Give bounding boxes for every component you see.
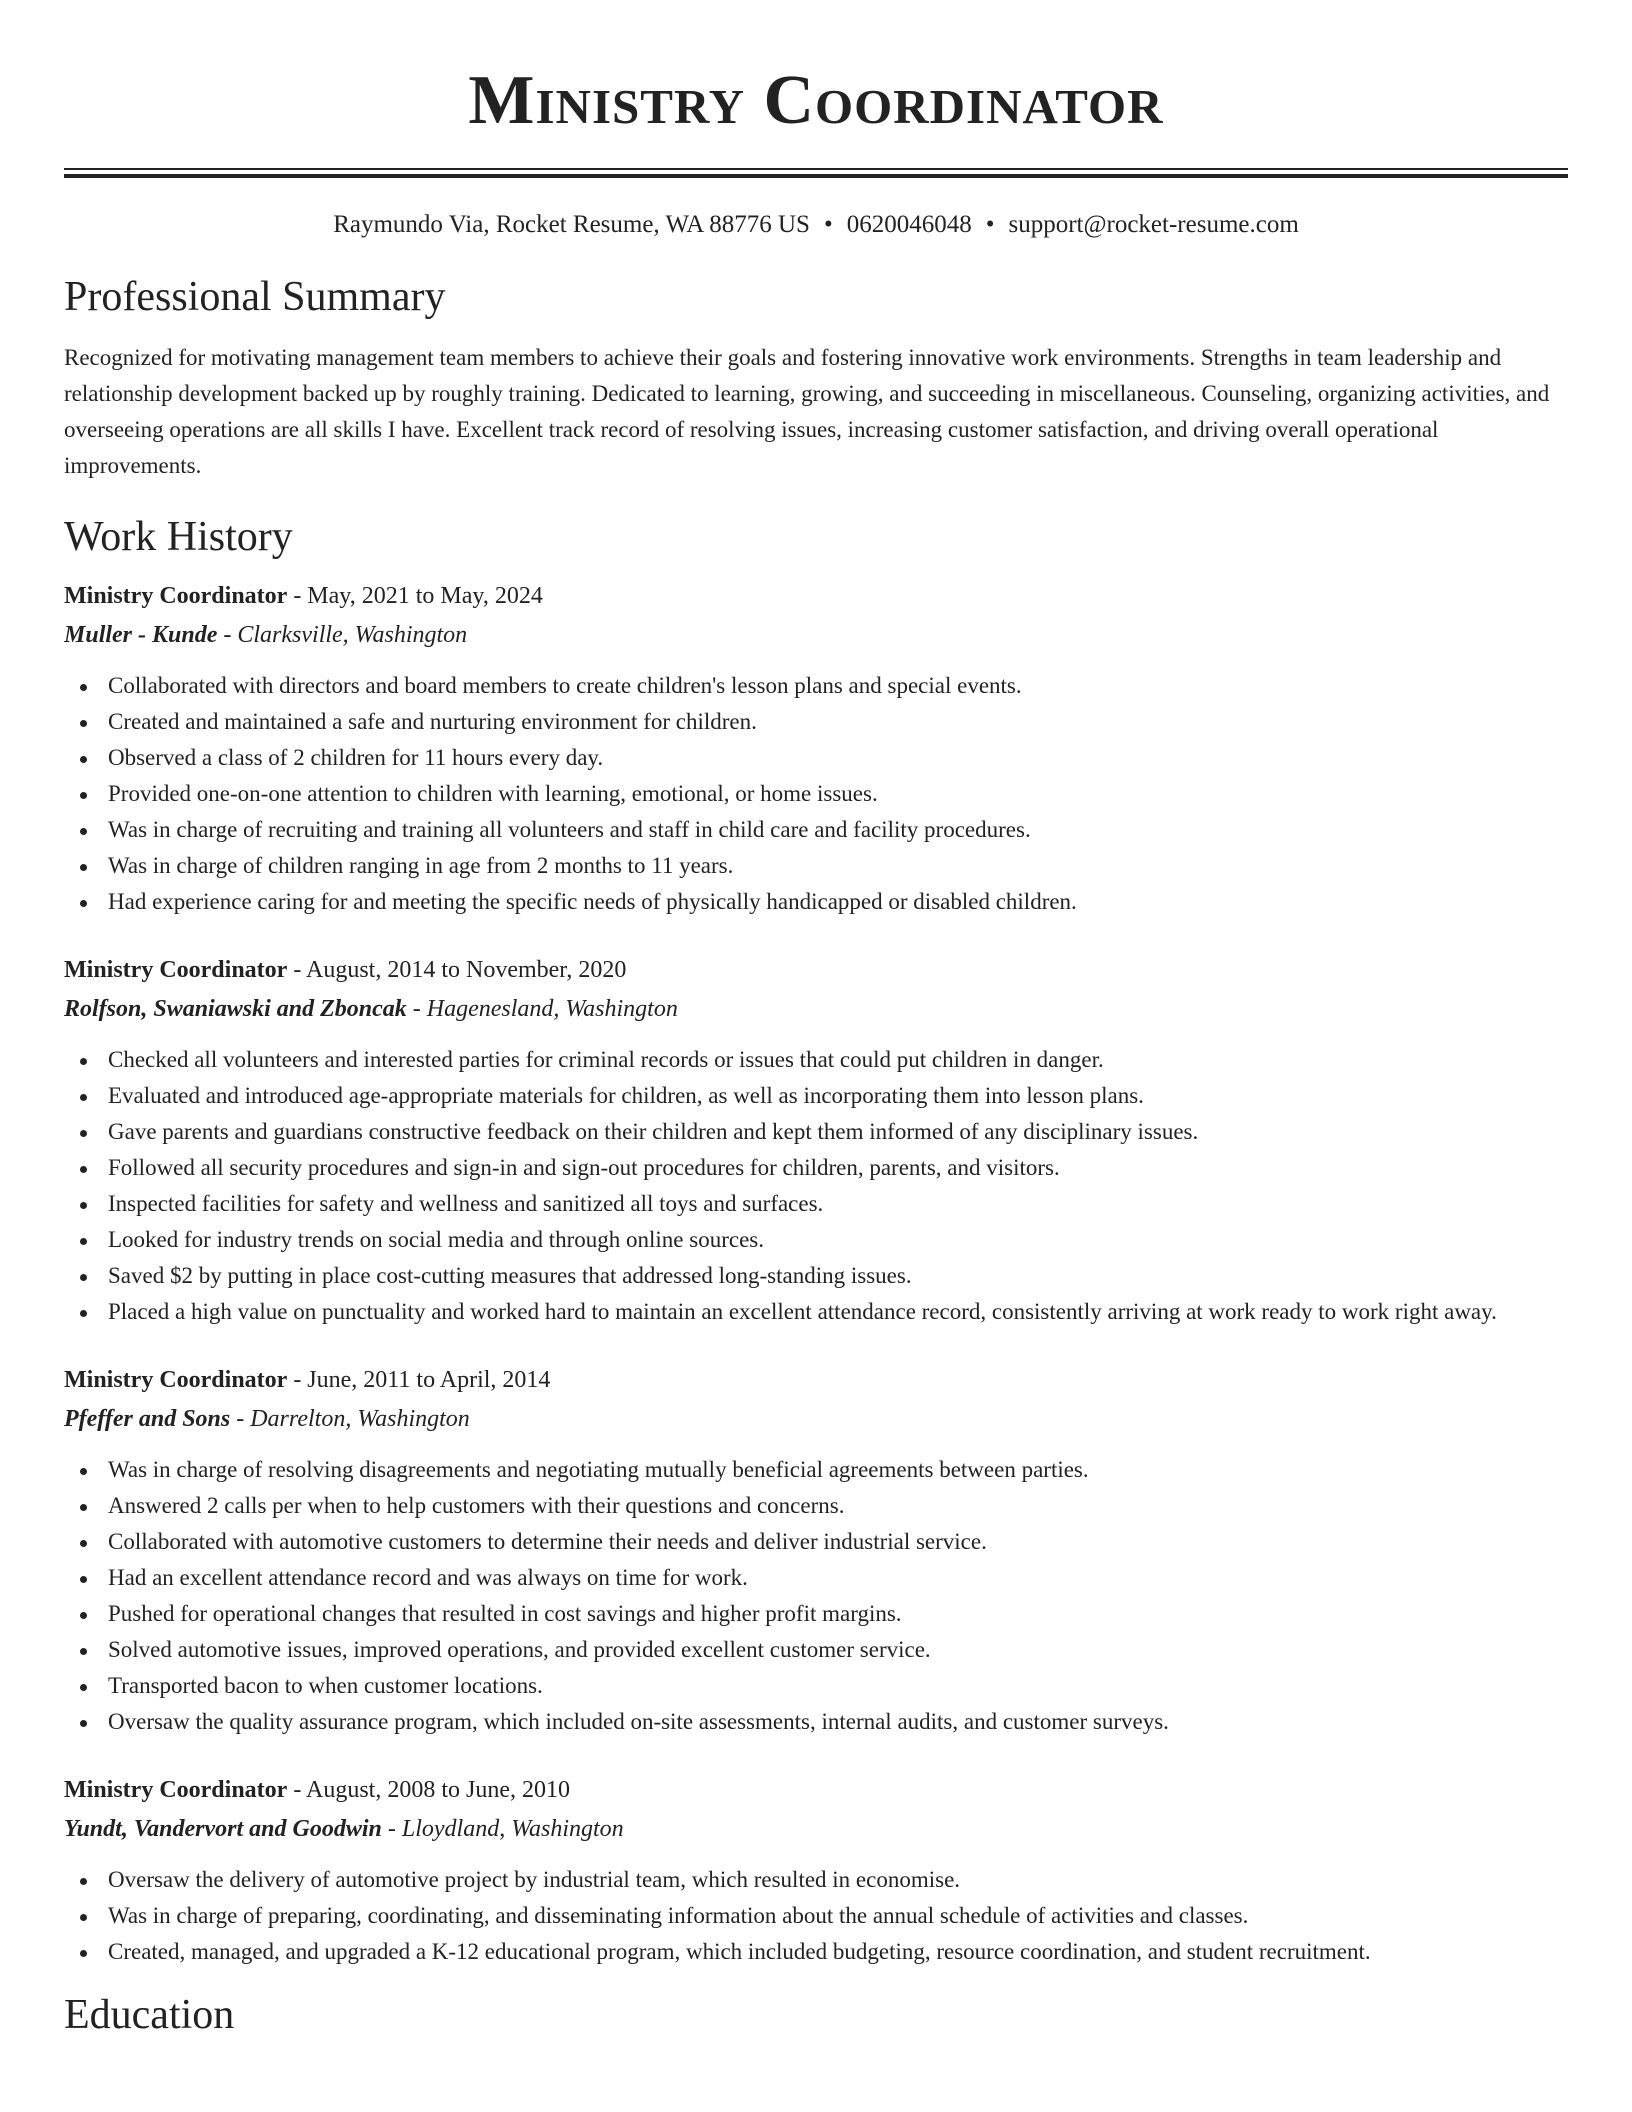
contact-address: Raymundo Via, Rocket Resume, WA 88776 US [333, 211, 810, 238]
job-duty-item: Provided one-on-one attention to children with learning, emotional, or home issues. [64, 776, 1568, 812]
job-company-line [64, 1810, 1568, 1848]
job-entry [64, 576, 1568, 920]
job-duty-item: Observed a class of 2 children for 11 hours every day. [64, 740, 1568, 776]
job-duty-item: Was in charge of recruiting and training all volunteers and staff in child care and facility procedures. [64, 812, 1568, 848]
job-duty-item: Created and maintained a safe and nurturing environment for children. [64, 704, 1568, 740]
job-duty-item: Had an excellent attendance record and was always on time for work. [64, 1560, 1568, 1596]
job-company: Rolfson, Swaniawski and Zboncak [64, 996, 407, 1022]
job-duty-item: Evaluated and introduced age-appropriate materials for children, as well as incorporating them into lesson plans. [64, 1078, 1568, 1114]
job-duties-list [64, 1862, 1568, 1970]
job-dates: - August, 2008 to June, 2010 [287, 1777, 570, 1803]
job-duty-item: Transported bacon to when customer locations. [64, 1668, 1568, 1704]
job-header [64, 576, 1568, 616]
job-duty-item: Had experience caring for and meeting the specific needs of physically handicapped or disabled children. [64, 884, 1568, 920]
job-duty-item: Placed a high value on punctuality and worked hard to maintain an excellent attendance record, consistently arriving at work ready to work right away. [64, 1294, 1568, 1330]
page-title: Ministry Coordinator [468, 62, 1164, 139]
job-duty-item: Was in charge of preparing, coordinating, and disseminating information about the annual schedule of activities and classes. [64, 1898, 1568, 1934]
job-entry [64, 950, 1568, 1330]
job-duties-list [64, 668, 1568, 920]
job-location: - Lloydland, Washington [381, 1816, 624, 1842]
job-entry [64, 1360, 1568, 1740]
job-duty-item: Looked for industry trends on social media and through online sources. [64, 1222, 1568, 1258]
job-header [64, 950, 1568, 990]
job-company-line [64, 616, 1568, 654]
contact-separator: • [823, 211, 833, 238]
job-dates: - June, 2011 to April, 2014 [287, 1367, 551, 1393]
job-header [64, 1770, 1568, 1810]
job-duty-item: Checked all volunteers and interested parties for criminal records or issues that could put children in danger. [64, 1042, 1568, 1078]
job-role: Ministry Coordinator [64, 583, 288, 609]
job-company: Muller - Kunde [64, 622, 218, 648]
job-dates: - May, 2021 to May, 2024 [287, 583, 543, 609]
job-duty-item: Was in charge of resolving disagreements and negotiating mutually beneficial agreements between parties. [64, 1452, 1568, 1488]
job-duty-item: Solved automotive issues, improved operations, and provided excellent customer service. [64, 1632, 1568, 1668]
summary-heading: Professional Summary [64, 274, 446, 320]
job-location: - Clarksville, Washington [217, 622, 468, 648]
job-duty-item: Created, managed, and upgraded a K-12 educational program, which included budgeting, resource coordination, and student recruitment. [64, 1934, 1568, 1970]
summary-text: Recognized for motivating management team members to achieve their goals and fostering innovative work environments. Strengths in team leadership and relationship development backed up by roughly training. Dedicated to learning, growing, and succeeding in miscellaneous. Counseling, organizing activities, and overseeing operations are all skills I have. Excellent track record of resolving issues, increasing customer satisfaction, and driving overall operational improvements. [64, 345, 1550, 478]
contact-phone: 0620046048 [846, 211, 972, 238]
job-company-line [64, 990, 1568, 1028]
job-duty-item: Answered 2 calls per when to help customers with their questions and concerns. [64, 1488, 1568, 1524]
contact-email: support@rocket-resume.com [1008, 211, 1299, 238]
work-history-list [64, 576, 1568, 1970]
title-divider-thick [64, 174, 1568, 178]
job-duties-list [64, 1042, 1568, 1330]
job-duty-item: Oversaw the quality assurance program, which included on-site assessments, internal audits, and customer surveys. [64, 1704, 1568, 1740]
job-role: Ministry Coordinator [64, 1367, 288, 1393]
job-entry [64, 1770, 1568, 1970]
job-duty-item: Collaborated with automotive customers to determine their needs and deliver industrial service. [64, 1524, 1568, 1560]
job-duty-item: Inspected facilities for safety and wellness and sanitized all toys and surfaces. [64, 1186, 1568, 1222]
job-company-line [64, 1400, 1568, 1438]
job-duty-item: Saved $2 by putting in place cost-cutting measures that addressed long-standing issues. [64, 1258, 1568, 1294]
title-divider-thin [64, 168, 1568, 170]
job-duty-item: Collaborated with directors and board members to create children's lesson plans and special events. [64, 668, 1568, 704]
contact-line [64, 212, 1568, 240]
job-duty-item: Was in charge of children ranging in age from 2 months to 11 years. [64, 848, 1568, 884]
job-company: Yundt, Vandervort and Goodwin [64, 1816, 382, 1842]
job-duty-item: Followed all security procedures and sign-in and sign-out procedures for children, parents, and visitors. [64, 1150, 1568, 1186]
job-dates: - August, 2014 to November, 2020 [287, 957, 627, 983]
job-location: - Hagenesland, Washington [406, 996, 678, 1022]
job-duty-item: Oversaw the delivery of automotive project by industrial team, which resulted in economise. [64, 1862, 1568, 1898]
job-company: Pfeffer and Sons [64, 1406, 231, 1432]
resume-page [64, 0, 1568, 2112]
job-location: - Darrelton, Washington [230, 1406, 470, 1432]
job-duty-item: Gave parents and guardians constructive feedback on their children and kept them informed of any disciplinary issues. [64, 1114, 1568, 1150]
contact-separator: • [985, 211, 995, 238]
job-header [64, 1360, 1568, 1400]
education-heading: Education [64, 1992, 235, 2038]
job-role: Ministry Coordinator [64, 957, 288, 983]
job-duties-list [64, 1452, 1568, 1740]
job-duty-item: Pushed for operational changes that resulted in cost savings and higher profit margins. [64, 1596, 1568, 1632]
job-role: Ministry Coordinator [64, 1777, 288, 1803]
work-history-heading: Work History [64, 514, 293, 560]
